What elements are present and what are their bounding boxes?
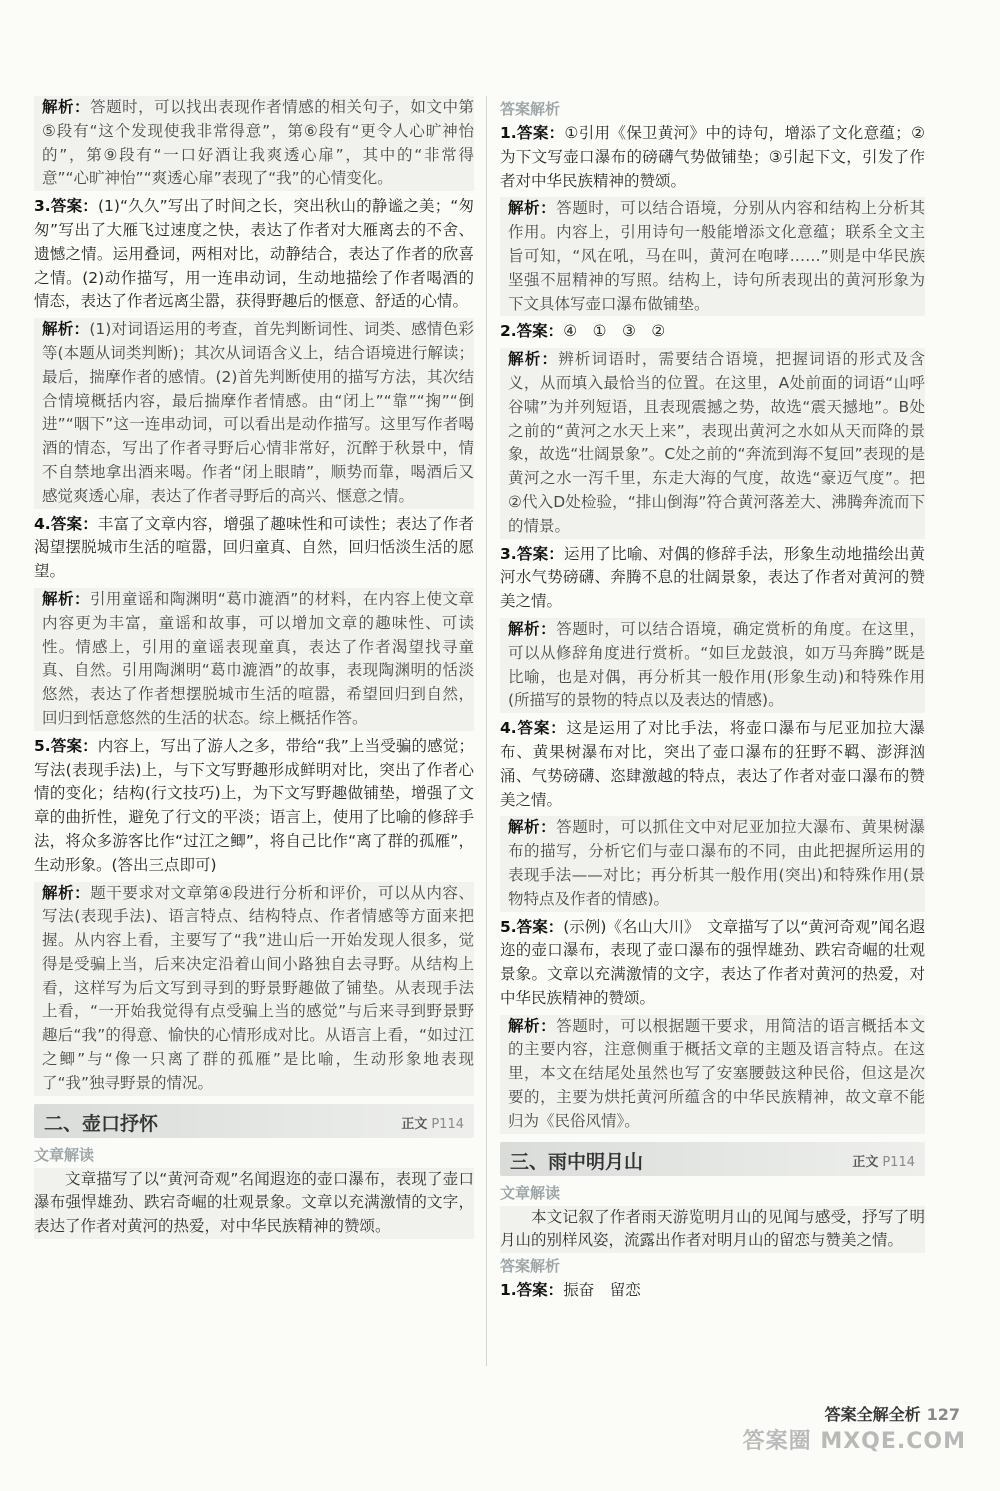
- right-column: [500, 96, 925, 1307]
- answer-text: 振奋 留恋: [563, 1281, 641, 1300]
- right-last-answer: [500, 1279, 925, 1303]
- analysis-text: 答题时，可以结合语境，分别从内容和结构上分析其作用。内容上，引用诗句一般能增添文化意蕴；联系全文主旨可知，“风在吼，马在叫，黄河在咆哮……”则是中华民族坚强不屈精神的写照。结构上，诗句所表现出的黄河形象为下文具体写壶口瀑布做铺垫。: [508, 199, 925, 313]
- left-item-6: [34, 882, 474, 1096]
- analysis-label: 解析：: [508, 818, 557, 837]
- left-column: [34, 96, 474, 1239]
- answer-label: 5.答案：: [34, 736, 98, 755]
- answer-label: 5.答案：: [500, 917, 564, 936]
- answer-label: 4.答案：: [500, 719, 567, 738]
- analysis-label: 解析：: [508, 1016, 557, 1035]
- ref-page: P114: [882, 1154, 915, 1170]
- analysis-text: 答题时，可以找出表现作者情感的相关句子，如文中第⑤段有“这个发现使我非常得意”，第⑥段有“更令人心旷神怡的”，第⑨段有“一口好酒让我爽透心扉”，其中的“非常得意”“心旷神怡”“爽透心扉”表现了“我”的心情变化。: [42, 98, 474, 188]
- left-item-3: [34, 513, 474, 584]
- left-item-2: [34, 318, 474, 508]
- answers-label: 答案解析: [500, 100, 561, 118]
- section-header-mingyue: [500, 1142, 925, 1176]
- section-page-ref: [401, 1113, 464, 1132]
- left-item-5: [34, 735, 474, 878]
- right-item-4: [500, 543, 925, 614]
- page-footer: [825, 1402, 960, 1425]
- analysis-text: (1)对词语运用的考查，首先判断词性、词类、感情色彩等(本题从词类判断)；其次从词语含义上，结合语境进行解读；最后，揣摩作者的感情。(2)首先判断使用的描写方法，其次结合情境概括内容，最后揣摩作者情感。由“闭上”“靠”“掬”“倒进”“咽下”这一连串动词，可以看出是动作描写。这里写作者喝酒的情态，写出了作者寻野后心情非常好，沉醉于秋景中，情不自禁地拿出酒来喝。作者“闭上眼睛”，顺势而靠，喝酒后又感觉爽透心扉，表达了作者寻野后的高兴、惬意之情。: [42, 320, 474, 505]
- answer-label: 1.答案：: [500, 1281, 564, 1300]
- answer-label: 2.答案：: [500, 322, 564, 341]
- analysis-label: 解析：: [42, 589, 90, 608]
- answer-label: 3.答案：: [500, 544, 564, 563]
- analysis-label: 解析：: [42, 98, 91, 116]
- answer-label: 4.答案：: [34, 514, 98, 533]
- answer-text: 运用了比喻、对偶的修辞手法，形象生动地描绘出黄河水气势磅礴、奔腾不息的壮阔景象，表达了作者对黄河的赞美之情。: [500, 544, 925, 611]
- analysis-label: 解析：: [42, 320, 90, 339]
- right-item-0: [500, 122, 925, 193]
- right-item-7: [500, 816, 925, 911]
- ref-label: 正文: [852, 1154, 879, 1170]
- right-item-6: [500, 717, 925, 812]
- answer-text: (1)“久久”写出了时间之长，突出秋山的静谧之美；“匆匆”写出了大雁飞过速度之快，表达了作者对大雁离去的不舍、遗憾之情。运用叠词，两相对比，动静结合，表达了作者的欣喜之情。(2)动作描写，用一连串动词，生动地描绘了作者喝酒的情态，表达了作者远离尘嚣，获得野趣后的惬意、舒适的心情。: [34, 197, 474, 311]
- answer-text: (示例)《名山大川》 文章描写了以“黄河奇观”闻名遐迩的壶口瀑布，表现了壶口瀑布的强悍雄劲、跌宕奇崛的壮观景象。文章以充满激情的文字，表达了作者对黄河的热爱，对中华民族精神的赞颂。: [500, 917, 925, 1007]
- watermark-logo: 答案圈 MXQE.COM: [742, 1429, 966, 1454]
- right-item-5: [500, 618, 925, 713]
- right-item-1: [500, 197, 925, 316]
- section-title: 三、雨中明月山: [510, 1150, 644, 1173]
- analysis-label: 解析：: [42, 883, 91, 902]
- answer-text: 这是运用了对比手法，将壶口瀑布与尼亚加拉大瀑布、黄果树瀑布对比，突出了壶口瀑布的狂野不羁、澎湃汹涌、气势磅礴、恣肆激越的特点，表达了作者对壶口瀑布的赞美之情。: [500, 719, 925, 809]
- right-item-2: [500, 320, 925, 344]
- left-item-4: [34, 588, 474, 731]
- answers-label-2: 答案解析: [500, 1257, 561, 1276]
- analysis-text: 辨析词语时，需要结合语境，把握词语的形式及含义，从而填入最恰当的位置。在这里，A处前面的词语“山呼谷啸”为并列短语，且表现震撼之势，故选“震天撼地”。B处之前的“黄河之水天上来”，表现出黄河之水如从天而降的景象，故选“壮阔景象”。C处之前的“奔流到海不复回”表现的是黄河之水一泻千里，东走大海的气度，故选“豪迈气度”。把②代入D处检验，“排山倒海”符合黄河落差大、沸腾奔流而下的情景。: [508, 350, 925, 535]
- answer-text: ①引用《保卫黄河》中的诗句，增添了文化意蕴；②为下文写壶口瀑布的磅礴气势做铺垫；③引起下文，引发了作者对中华民族精神的赞颂。: [500, 124, 925, 190]
- analysis-label: 解析：: [508, 619, 557, 638]
- analysis-text: 答题时，可以根据题干要求，用简洁的语言概括本文的主要内容，注意侧重于概括文章的主题及语言特点。在这里，本文在结尾处虽然也写了安塞腰鼓这种民俗，但这是次要的，主要为烘托黄河所蕴含的中华民族精神，故文章不能归为《民俗风情》。: [508, 1016, 925, 1130]
- right-item-3: [500, 348, 925, 538]
- analysis-text: 题干要求对文章第④段进行分析和评价，可以从内容、写法(表现手法)、语言特点、结构特点、作者情感等方面来把握。从内容上看，主要写了“我”进山后一开始发现人很多，觉得是受骗上当，后来决定沿着山间小路独自去寻野。从结构上看，这样写为后文写到寻到的野景野趣做了铺垫。从表现手法上看，“一开始我觉得有点受骗上当的感觉”与后来寻到野景野趣后“我”的得意、愉快的心情形成对比。从语言上看，“如过江之鲫”与“像一只离了群的孤雁”是比喻，生动形象地表现了“我”独寻野景的情况。: [42, 883, 474, 1092]
- left-item-0: [34, 96, 474, 191]
- section-header-hukou: [34, 1104, 474, 1138]
- answer-label: 1.答案：: [500, 124, 565, 142]
- answer-text: 丰富了文章内容，增强了趣味性和可读性；表达了作者渴望摆脱城市生活的喧嚣，回归童真、自然，回归恬淡生活的愿望。: [34, 514, 474, 581]
- page-number: 127: [926, 1405, 960, 1424]
- reading-label: 文章解读: [34, 1145, 95, 1164]
- column-divider: [486, 96, 487, 1366]
- answer-label: 3.答案：: [34, 197, 98, 216]
- reading-block: [500, 1206, 925, 1254]
- right-item-9: [500, 1015, 925, 1134]
- analysis-text: 答题时，可以抓住文中对尼亚加拉大瀑布、黄果树瀑布的描写，分析它们与壶口瀑布的不同，由此把握所运用的表现手法——对比；再分析其一般作用(突出)和特殊作用(景物特点及作者的情感)。: [508, 818, 925, 908]
- answer-text: ④ ① ③ ②: [563, 322, 666, 341]
- analysis-text: 引用童谣和陶渊明“葛巾漉酒”的材料，在内容上使文章内容更为丰富，童谣和故事，可以增加文章的趣味性、可读性。情感上，引用的童谣表现童真，表达了作者渴望找寻童真、自然。引用陶渊明“葛巾漉酒”的故事，表现陶渊明的恬淡悠然，表达了作者想摆脱城市生活的喧嚣，希望回归到自然，回归到恬意悠然的生活的状态。综上概括作答。: [42, 589, 474, 727]
- ref-page: P114: [431, 1116, 464, 1132]
- reading-label: 文章解读: [500, 1183, 561, 1202]
- right-item-8: [500, 916, 925, 1011]
- analysis-text: 答题时，可以结合语境，确定赏析的角度。在这里，可以从修辞角度进行赏析。“如巨龙鼓浪，如万马奔腾”既是比喻，也是对偶，再分析其一般作用(形象生动)和特殊作用(所描写的景物的特点以及表达的情感)。: [508, 619, 925, 710]
- left-item-1: [34, 195, 474, 314]
- reading-text: 文章描写了以“黄河奇观”名闻遐迩的壶口瀑布，表现了壶口瀑布强悍雄劲、跌宕奇崛的壮观景象。文章以充满激情的文字，表达了作者对黄河的热爱，对中华民族精神的赞颂。: [34, 1169, 474, 1236]
- reading-block: [34, 1168, 474, 1239]
- section-page-ref: [852, 1151, 915, 1170]
- analysis-label: 解析：: [508, 350, 559, 369]
- reading-text: 本文记叙了作者雨天游览明月山的见闻与感受，抒写了明月山的别样风姿，流露出作者对明月山的留恋与赞美之情。: [500, 1207, 925, 1250]
- answer-text: 内容上，写出了游人之多，带给“我”上当受骗的感觉；写法(表现手法)上，与下文写野趣形成鲜明对比，突出了作者心情的变化；结构(行文技巧)上，为下文写野趣做铺垫，增强了文章的曲折性，避免了行文的平淡；语言上，使用了比喻的修辞手法，将众多游客比作“过江之鲫”，将自己比作“离了群的孤雁”，生动形象。(答出三点即可): [34, 736, 474, 874]
- analysis-label: 解析：: [508, 199, 557, 218]
- section-title: 二、壶口抒怀: [44, 1112, 159, 1135]
- ref-label: 正文: [401, 1116, 428, 1132]
- footer-text: 答案全解全析: [824, 1405, 921, 1424]
